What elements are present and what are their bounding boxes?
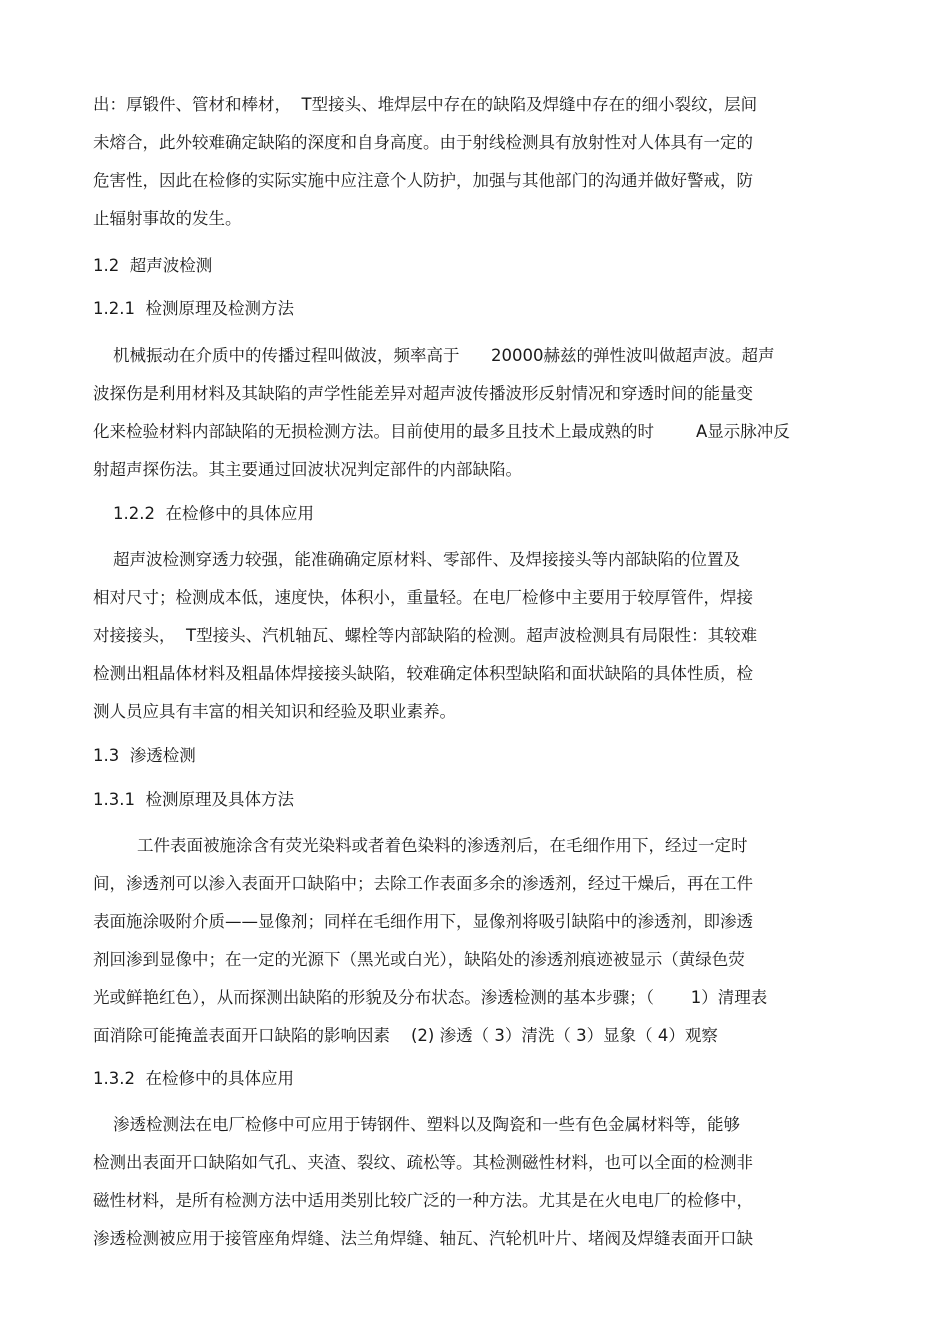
subsection-heading: 1.2.2 在检修中的具体应用: [113, 504, 314, 523]
subsection-heading: 1.2.1 检测原理及检测方法: [93, 299, 294, 318]
text-line: 渗透检测被应用于接管座角焊缝、法兰角焊缝、轴瓦、汽轮机叶片、堵阀及焊缝表面开口缺: [93, 1229, 753, 1248]
section-heading: 1.3 渗透检测: [93, 746, 196, 765]
text-line: 检测出粗晶体材料及粗晶体焊接接头缺陷，较难确定体积型缺陷和面状缺陷的具体性质，检: [93, 664, 753, 683]
text-line: 间，渗透剂可以渗入表面开口缺陷中；去除工作表面多余的渗透剂，经过干燥后，再在工件: [93, 874, 753, 893]
subsection-heading: 1.3.2 在检修中的具体应用: [93, 1069, 294, 1088]
text-line: 出：厚锻件、管材和棒材， T型接头、堆焊层中存在的缺陷及焊缝中存在的细小裂纹，层间: [93, 95, 758, 114]
text-line: 工件表面被施涂含有荧光染料或者着色染料的渗透剂后，在毛细作用下，经过一定时: [137, 836, 748, 855]
text-line: 面消除可能掩盖表面开口缺陷的影响因素 (2) 渗透（ 3）清洗（ 3）显象（ 4）观察: [93, 1026, 718, 1045]
text-line: 测人员应具有丰富的相关知识和经验及职业素养。: [93, 702, 456, 721]
text-line: 射超声探伤法。其主要通过回波状况判定部件的内部缺陷。: [93, 460, 522, 479]
text-line: 光或鲜艳红色），从而探测出缺陷的形貌及分布状态。渗透检测的基本步骤；（ 1）清理表: [93, 988, 768, 1007]
text-line: 检测出表面开口缺陷如气孔、夹渣、裂纹、疏松等。其检测磁性材料，也可以全面的检测非: [93, 1153, 753, 1172]
text-line: 危害性，因此在检修的实际实施中应注意个人防护，加强与其他部门的沟通并做好警戒，防: [93, 171, 753, 190]
text-line: 机械振动在介质中的传播过程叫做波，频率高于 20000赫兹的弹性波叫做超声波。超声: [113, 346, 775, 365]
text-line: 止辐射事故的发生。: [93, 209, 242, 228]
text-line: 超声波检测穿透力较强，能准确确定原材料、零部件、及焊接接头等内部缺陷的位置及: [113, 550, 740, 569]
text-line: 相对尺寸；检测成本低，速度快，体积小，重量轻。在电厂检修中主要用于较厚管件，焊接: [93, 588, 753, 607]
text-line: 对接接头， T型接头、汽机轴瓦、螺栓等内部缺陷的检测。超声波检测具有局限性：其较难: [93, 626, 758, 645]
text-line: 化来检验材料内部缺陷的无损检测方法。目前使用的最多且技术上最成熟的时 A显示脉冲反: [93, 422, 790, 441]
section-heading: 1.2 超声波检测: [93, 256, 213, 275]
text-line: 表面施涂吸附介质——显像剂；同样在毛细作用下，显像剂将吸引缺陷中的渗透剂，即渗透: [93, 912, 753, 931]
subsection-heading: 1.3.1 检测原理及具体方法: [93, 790, 294, 809]
text-line: 磁性材料，是所有检测方法中适用类别比较广泛的一种方法。尤其是在火电电厂的检修中，: [93, 1191, 753, 1210]
text-line: 渗透检测法在电厂检修中可应用于铸钢件、塑料以及陶瓷和一些有色金属材料等，能够: [113, 1115, 740, 1134]
text-line: 未熔合，此外较难确定缺陷的深度和自身高度。由于射线检测具有放射性对人体具有一定的: [93, 133, 753, 152]
text-line: 剂回渗到显像中；在一定的光源下（黑光或白光），缺陷处的渗透剂痕迹被显示（黄绿色荧: [93, 950, 745, 969]
text-line: 波探伤是利用材料及其缺陷的声学性能差异对超声波传播波形反射情况和穿透时间的能量变: [93, 384, 753, 403]
